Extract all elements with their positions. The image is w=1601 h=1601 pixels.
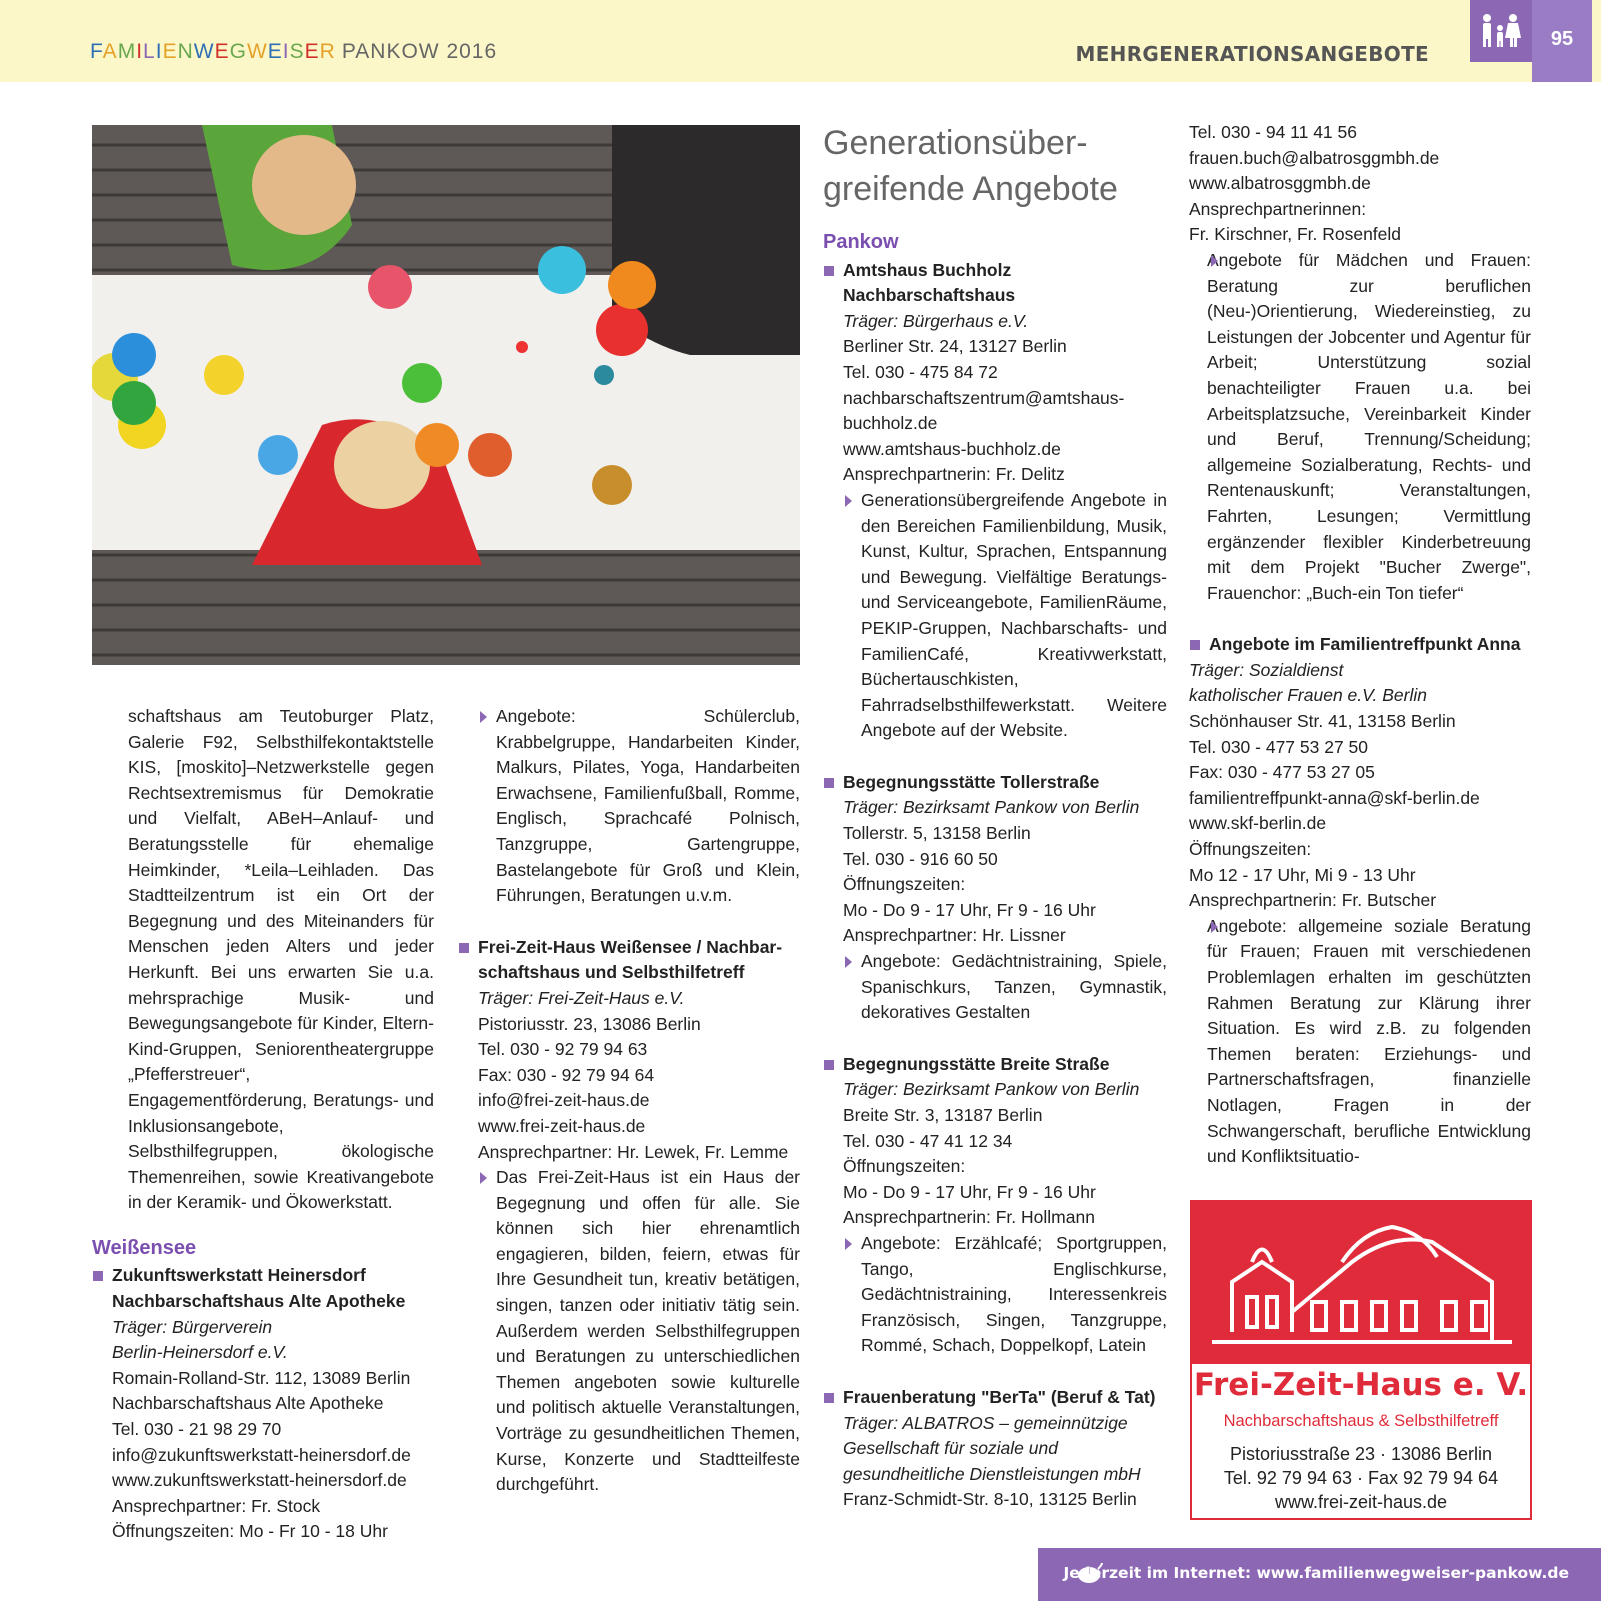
entry-traeger: Träger: Frei-Zeit-Haus e.V. <box>478 987 685 1008</box>
entry-hours: Öffnungszeiten: Mo - Fr 10 - 18 Uhr <box>112 1521 388 1542</box>
column-3 <box>823 120 1167 1539</box>
entry-fax: Fax: 030 - 92 79 94 64 <box>478 1064 655 1085</box>
brand-letter: N <box>177 40 194 63</box>
entry-address: Schönhauser Str. 41, 13158 Berlin <box>1189 711 1456 732</box>
logo-subtitle: Nachbarschaftshaus & Selbsthilfetreff <box>1223 1412 1499 1430</box>
entry-address: Pistoriusstr. 23, 13086 Berlin <box>478 1013 701 1034</box>
brand-letter: L <box>143 40 156 63</box>
entry-address: Romain-Rolland-Str. 112, 13089 Berlin <box>112 1367 411 1388</box>
entry-traeger: Berlin-Heinersdorf e.V. <box>112 1342 288 1363</box>
column-4 <box>1189 120 1531 1196</box>
brand-letter: E <box>304 40 320 63</box>
entry-title-line: Nachbarschaftshaus Alte Apotheke <box>112 1291 406 1312</box>
entry-website[interactable]: www.amtshaus-buchholz.de <box>843 438 1061 459</box>
entry-title <box>823 258 1167 309</box>
district-heading-weissensee: Weißensee <box>92 1236 197 1259</box>
footer-website-text[interactable]: Jederzeit im Internet: www.familienwegweiser-pankow.de <box>1063 1564 1569 1582</box>
page-title <box>823 120 1167 212</box>
entry-traeger: Träger: Bürgerverein <box>112 1316 273 1337</box>
entry-description: Generationsübergreifende Angebote in den Bereichen Familienbildung, Musik, Kunst, Kultur, Sprachen, Entspannung und Bewegung. Vielfältige Beratungs- und Serviceangebote, FamilienRäume, PEKIP-Gruppen, Nachbarschafts- und FamilienCafé, Kreativwerkstatt, Büchertauschkisten, Fahrradselbsthilfewerkstatt. Weitere Angebote auf der Website. <box>823 488 1167 744</box>
brand-letter: I <box>282 40 290 63</box>
district-heading-pankow: Pankow <box>823 231 899 253</box>
entry-zukunftswerkstatt-heinersdorf <box>92 1263 434 1545</box>
entry-offers-description: Angebote: Schülerclub, Krabbelgruppe, Handarbeiten Kinder, Malkurs, Pilates, Yoga, Handarbeiten Erwachsene, Familienfußball, Romme, Englisch, Sprachcafé Polnisch, Tanzgruppe, Gartengruppe, Bastelangebote für Groß und Klein, Führungen, Beratungen u.v.m. <box>458 704 800 909</box>
entry-description: Angebote: allgemeine soziale Beratung für Frauen; Frauen mit verschiedenen Problemlagen erhalten im geschützten Rahmen Beratung zur Klärung ihrer Situation. Es wird z.B. zu folgenden Themen beraten: Erziehungs- und Partnerschaftsfragen, finanzielle Notlagen, Fragen in der Schwangerschaft, berufliche Entwicklung und Konfliktsituatio- <box>1189 914 1531 1170</box>
brand-title <box>90 40 497 64</box>
entry-address: Franz-Schmidt-Str. 8-10, 13125 Berlin <box>843 1489 1137 1510</box>
brand-letter: I <box>155 40 163 63</box>
entry-contact: Ansprechpartnerin: Fr. Hollmann <box>843 1207 1095 1228</box>
entry-fax: Fax: 030 - 477 53 27 05 <box>1189 762 1375 783</box>
entry-contact: Ansprechpartnerin: Fr. Delitz <box>843 464 1065 485</box>
entry-title-line: schaftshaus und Selbsthilfetreff <box>478 962 745 983</box>
column-2 <box>458 704 800 1524</box>
brand-letter: E <box>162 40 178 63</box>
entry-email[interactable]: info@zukunftswerkstatt-heinersdorf.de <box>112 1444 411 1465</box>
entry-address: Berliner Str. 24, 13127 Berlin <box>843 336 1067 357</box>
logo-name: Frei-Zeit-Haus e. V. <box>1193 1367 1529 1403</box>
entry-hours: Mo 12 - 17 Uhr, Mi 9 - 13 Uhr <box>1189 864 1416 885</box>
entry-title: Angebote im Familientreffpunkt Anna <box>1189 632 1531 658</box>
entry-hours-label: Öffnungszeiten: <box>843 874 966 895</box>
entry-frei-zeit-haus-weissensee <box>458 935 800 1498</box>
column-1 <box>92 704 434 1571</box>
entry-begegnungsstaette-tollerstrasse <box>823 770 1167 1026</box>
entry-title: Begegnungsstätte Tollerstraße <box>823 770 1167 796</box>
entry-traeger: Träger: Sozialdienst <box>1189 659 1344 680</box>
entry-hours-label: Öffnungszeiten: <box>1189 839 1312 860</box>
entry-traeger: Träger: Bezirksamt Pankow von Berlin <box>843 797 1140 818</box>
entry-title-line: Frei-Zeit-Haus Weißensee / Nachbar- <box>478 936 783 957</box>
entry-contact: Ansprechpartner: Hr. Lissner <box>843 925 1066 946</box>
entry-contact: Fr. Kirschner, Fr. Rosenfeld <box>1189 224 1402 245</box>
entry-description: Angebote: Erzählcafé; Sportgruppen, Tango, Englischkurse, Gedächtnistraining, Interessenkreis Französisch, Singen, Tanzgruppe, Rommé, Schach, Doppelkopf, Latein <box>823 1231 1167 1359</box>
entry-description: Das Frei-Zeit-Haus ist ein Haus der Begegnung und offen für alle. Sie können sich hier ehrenamtlich engagieren, bilden, feiern, etwas für Ihre Gesundheit tun, kreativ betätigen, singen, tanzen oder initiativ tätig sein. Außerdem werden Selbsthilfegruppen und Beratungen zu unterschiedlichen Themen angeboten sowie kulturelle und politisch aktuelle Veranstaltungen, Vorträge zu gesundheitlichen Themen, Kurse, Konzerte und Stadtteilfeste durchgeführt. <box>458 1165 800 1498</box>
entry-hours: Mo - Do 9 - 17 Uhr, Fr 9 - 16 Uhr <box>843 899 1096 920</box>
entry-title <box>458 935 800 986</box>
entry-website[interactable]: www.zukunftswerkstatt-heinersdorf.de <box>112 1470 407 1491</box>
entry-email[interactable]: info@frei-zeit-haus.de <box>478 1090 650 1111</box>
section-title: MEHRGENERATIONSANGEBOTE <box>1075 42 1429 66</box>
brand-letter: R <box>319 40 336 63</box>
brand-letter: G <box>229 40 247 63</box>
entry-hours-label: Öffnungszeiten: <box>843 1156 966 1177</box>
brand-letter: S <box>289 40 305 63</box>
brand-letter: M <box>117 40 137 63</box>
entry-contact: Ansprechpartnerin: Fr. Butscher <box>1189 890 1437 911</box>
entry-website[interactable]: www.frei-zeit-haus.de <box>478 1115 646 1136</box>
entry-phone: Tel. 030 - 475 84 72 <box>843 361 998 382</box>
brand-letter: W <box>246 40 268 63</box>
entry-berta-continuation <box>1189 120 1531 606</box>
entry-title: Frauenberatung "BerTa" (Beruf & Tat) <box>823 1385 1167 1411</box>
brand-subtitle: PANKOW 2016 <box>341 40 498 63</box>
logo-website[interactable]: www.frei-zeit-haus.de <box>1274 1492 1448 1512</box>
frei-zeit-haus-logo-ad <box>1190 1200 1532 1520</box>
entry-description: Angebote: Gedächtnistraining, Spiele, Spanischkurs, Tanzen, Gymnastik, dekoratives Gestalten <box>823 949 1167 1026</box>
entry-continuation <box>458 704 800 909</box>
entry-contact-label: Ansprechpartnerinnen: <box>1189 198 1367 219</box>
page-header <box>0 0 1601 82</box>
entry-email[interactable]: nachbarschaftszentrum@amtshaus- <box>843 387 1125 408</box>
children-playing-photo <box>92 125 800 665</box>
entry-phone: Tel. 030 - 21 98 29 70 <box>112 1419 282 1440</box>
entry-phone: Tel. 030 - 47 41 12 34 <box>843 1130 1013 1151</box>
entry-address: Breite Str. 3, 13187 Berlin <box>843 1105 1043 1125</box>
stadtteilzentrum-description: schaftshaus am Teutoburger Platz, Galerie F92, Selbsthilfekontaktstelle KIS, [moskito]–Netzwerkstelle gegen Rechtsextremismus für Demokratie und Vielfalt, ABeH–Anlauf- und Beratungsstelle für ehemalige Heimkinder, *Leila–Leihladen. Das Stadtteilzentrum ist ein Ort der Begegnung und des Miteinanders für Menschen jeden Alters und jeder Herkunft. Bei uns erwarten Sie u.a. mehrsprachige Musik- und Bewegungsangebote für Kinder, Eltern-Kind-Gruppen, Seniorentheatergruppe „Pfefferstreuer“, Engagementförderung, Beratungs- und Inklusionsangebote, Selbsthilfegruppen, ökologische Themenreihen, sowie Kreativangebote in der Keramik- und Ökowerkstatt. <box>128 706 434 1213</box>
page-title-line: greifende Angebote <box>823 170 1118 208</box>
page-title-line: Generationsüber- <box>823 124 1088 162</box>
brand-letter: I <box>136 40 144 63</box>
page-number: 95 <box>1532 0 1592 82</box>
entry-phone: Tel. 030 - 94 11 41 56 <box>1189 122 1357 142</box>
entry-phone: Tel. 030 - 916 60 50 <box>843 848 998 869</box>
entry-title-line: Amtshaus Buchholz <box>843 259 1012 280</box>
entry-phone: Tel. 030 - 477 53 27 50 <box>1189 736 1369 757</box>
entry-title-line: Nachbarschaftshaus <box>843 285 1016 306</box>
entry-contact: Ansprechpartner: Fr. Stock <box>112 1495 321 1516</box>
entry-address: Tollerstr. 5, 13158 Berlin <box>843 823 1031 844</box>
brand-wordmark <box>90 40 336 63</box>
entry-title: Begegnungsstätte Breite Straße <box>823 1052 1167 1078</box>
brand-letter: E <box>214 40 230 63</box>
entry-amtshaus-buchholz <box>823 258 1167 744</box>
family-icon <box>1470 0 1532 62</box>
entry-email[interactable]: frauen.buch@albatrosggmbh.de <box>1189 147 1440 168</box>
entry-traeger: Träger: ALBATROS – gemeinnützige Gesellschaft für soziale und gesundheitliche Dienstleistungen mbH <box>843 1412 1141 1484</box>
entry-contact: Ansprechpartner: Hr. Lewek, Fr. Lemme <box>478 1141 789 1162</box>
entry-phone: Tel. 030 - 92 79 94 63 <box>478 1039 648 1060</box>
brand-letter: A <box>102 40 118 63</box>
entry-frauenberatung-berta <box>823 1385 1167 1513</box>
entry-website[interactable]: www.skf-berlin.de <box>1189 813 1327 834</box>
page-footer <box>1038 1548 1601 1601</box>
brand-letter: F <box>90 40 103 63</box>
entry-venue: Nachbarschaftshaus Alte Apotheke <box>112 1393 384 1414</box>
entry-traeger: Träger: Bürgerhaus e.V. <box>843 310 1029 331</box>
entry-begegnungsstaette-breite-strasse <box>823 1052 1167 1359</box>
entry-title <box>92 1263 434 1314</box>
entry-description: Angebote für Mädchen und Frauen: Beratung zur beruflichen (Neu-)Orientierung, Wiedereinstieg, zu Leistungen der Jobcenter und Agentur für Arbeit; Unterstützung sozial benachteiligter Frauen u.a. bei Arbeitsplatzsuche, Vereinbarkeit Kinder und Beruf, Trennung/Scheidung; allgemeine Sozialberatung, Rechts- und Rentenauskunft; Veranstaltungen, Fahrten, Lesungen; Vermittlung ergänzender flexibler Kinderbetreuung mit dem Projekt "Bucher Zwerge", Frauenchor: „Buch-ein Ton tiefer“ <box>1189 248 1531 606</box>
logo-address: Pistoriusstraße 23 · 13086 Berlin <box>1229 1444 1493 1464</box>
entry-traeger: katholischer Frauen e.V. Berlin <box>1189 685 1427 706</box>
entry-traeger: Träger: Bezirksamt Pankow von Berlin <box>843 1079 1140 1100</box>
entry-hours: Mo - Do 9 - 17 Uhr, Fr 9 - 16 Uhr <box>843 1181 1096 1202</box>
brand-letter: E <box>267 40 283 63</box>
entry-email[interactable]: familientreffpunkt-anna@skf-berlin.de <box>1189 787 1480 808</box>
entry-title-line: Zukunftswerkstatt Heinersdorf <box>112 1265 366 1286</box>
house-drawing <box>1192 1202 1530 1364</box>
logo-contact <box>1192 1442 1530 1514</box>
entry-website[interactable]: www.albatrosggmbh.de <box>1189 173 1371 194</box>
entry-email-cont[interactable]: buchholz.de <box>843 413 938 434</box>
brand-letter: W <box>193 40 215 63</box>
logo-phone: Tel. 92 79 94 63 · Fax 92 79 94 64 <box>1223 1468 1499 1488</box>
entry-familientreffpunkt-anna <box>1189 632 1531 1169</box>
